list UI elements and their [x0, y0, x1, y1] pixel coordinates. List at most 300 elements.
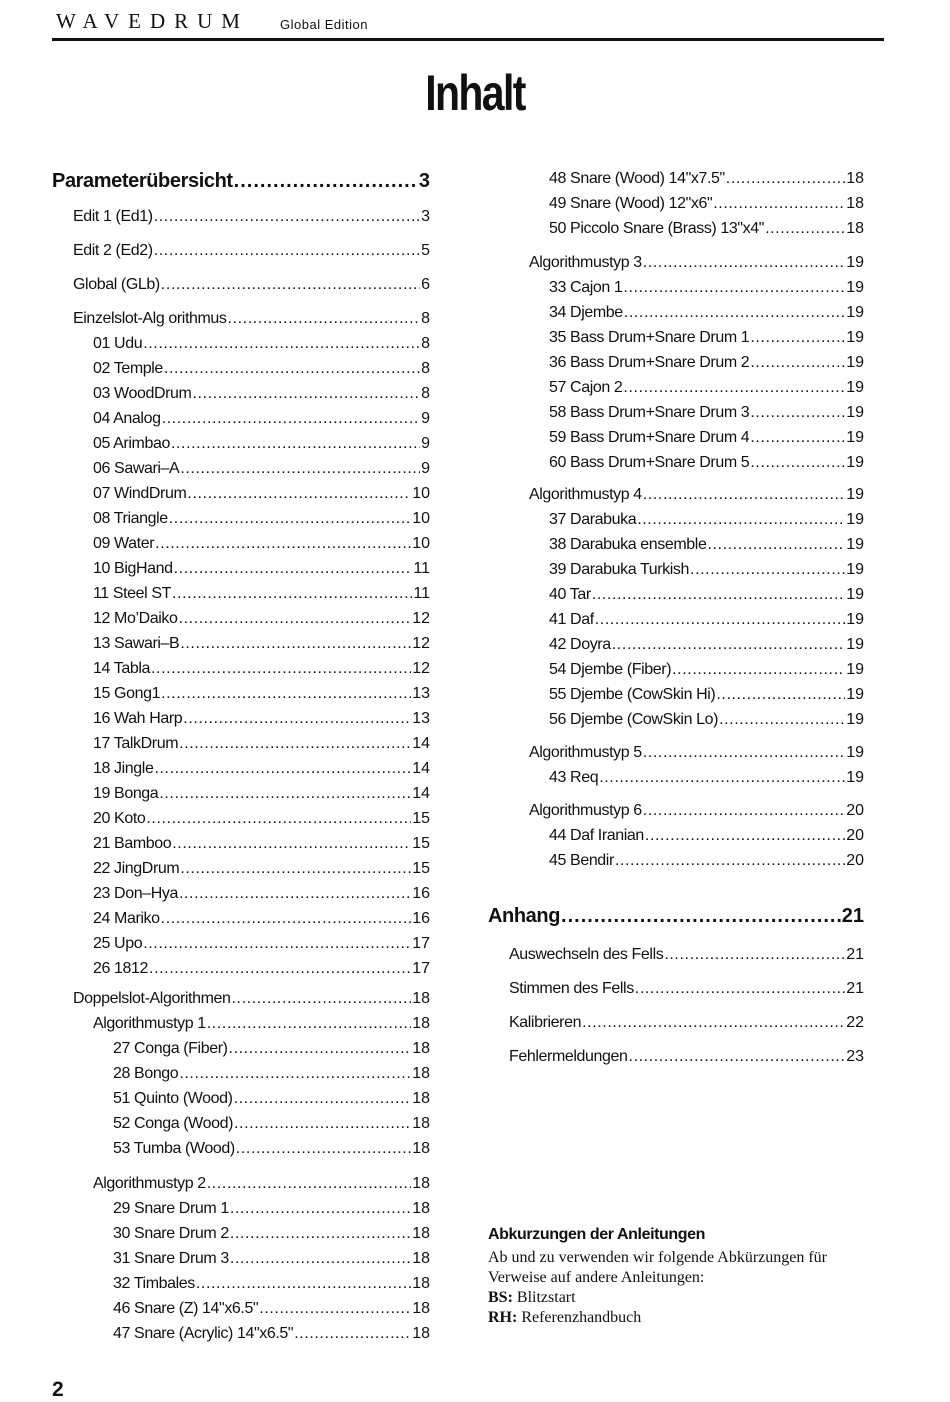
toc-entry [549, 220, 864, 238]
toc-entry [113, 1065, 430, 1083]
toc-label: 45 Bendir [549, 852, 614, 869]
toc-leader [230, 1200, 411, 1218]
toc-leader [561, 905, 841, 928]
toc-page: 18 [412, 1175, 430, 1192]
toc-label: Anhang [488, 905, 561, 927]
toc-leader [180, 860, 411, 878]
toc-entry [93, 485, 430, 503]
toc-page: 12 [412, 610, 430, 627]
toc-leader [750, 454, 845, 472]
abbrev-value: Blitzstart [516, 1289, 576, 1306]
toc-label: 50 Piccolo Snare (Brass) 13"x4" [549, 220, 765, 237]
toc-label: 39 Darabuka Turkish [549, 561, 690, 578]
toc-entry [549, 454, 864, 472]
toc-label: 53 Tumba (Wood) [113, 1140, 235, 1157]
toc-entry [93, 710, 430, 728]
toc-label: 33 Cajon 1 [549, 279, 623, 296]
toc-entry [93, 885, 430, 903]
toc-entry [93, 760, 430, 778]
toc-entry [93, 935, 430, 953]
toc-label: Algorithmustyp 5 [529, 744, 642, 761]
toc-page: 19 [846, 379, 864, 396]
toc-label: 22 JingDrum [93, 860, 180, 877]
toc-leader [180, 460, 420, 478]
toc-entry [549, 661, 864, 679]
toc-entry [549, 379, 864, 397]
toc-page: 19 [846, 429, 864, 446]
toc-page: 19 [846, 354, 864, 371]
toc-entry [93, 860, 430, 878]
toc-leader [582, 1014, 845, 1032]
toc-leader [171, 435, 420, 453]
toc-entry [93, 635, 430, 653]
toc-page: 5 [421, 242, 430, 259]
toc-entry [549, 304, 864, 322]
toc-leader [259, 1300, 411, 1318]
toc-label: 25 Upo [93, 935, 143, 952]
toc-leader [162, 410, 421, 428]
toc-leader [228, 310, 421, 328]
toc-page: 18 [846, 170, 864, 187]
toc-label: 01 Udu [93, 335, 143, 352]
toc-label: Parameterübersicht [52, 170, 233, 192]
toc-label: 56 Djembe (CowSkin Lo) [549, 711, 719, 728]
toc-entry [549, 636, 864, 654]
toc-leader [707, 536, 845, 554]
toc-label: 60 Bass Drum+Snare Drum 5 [549, 454, 750, 471]
toc-entry [73, 990, 430, 1008]
toc-leader [179, 735, 411, 753]
toc-label: 47 Snare (Acrylic) 14"x6.5" [113, 1325, 294, 1342]
toc-page: 18 [412, 1065, 430, 1082]
toc-page: 14 [412, 760, 430, 777]
toc-label: 08 Triangle [93, 510, 168, 527]
toc-page: 15 [412, 860, 430, 877]
toc-label: 44 Daf Iranian [549, 827, 644, 844]
abbrev-key: BS: [488, 1289, 513, 1306]
toc-label: 43 Req [549, 769, 599, 786]
toc-label: 38 Darabuka ensemble [549, 536, 707, 553]
toc-leader [232, 990, 412, 1008]
toc-page: 17 [412, 935, 430, 952]
toc-page: 18 [412, 1200, 430, 1217]
toc-entry [549, 611, 864, 629]
toc-leader [234, 1090, 412, 1108]
toc-page: 14 [412, 785, 430, 802]
toc-leader [179, 1065, 411, 1083]
toc-entry [73, 242, 430, 260]
toc-leader [713, 195, 845, 213]
toc-label: 37 Darabuka [549, 511, 637, 528]
toc-leader [151, 660, 411, 678]
toc-page: 18 [412, 1275, 430, 1292]
abbreviations-heading: Abkurzungen der Anleitungen [488, 1226, 706, 1243]
toc-leader [234, 1115, 411, 1133]
toc-page: 19 [846, 404, 864, 421]
toc-label: 15 Gong1 [93, 685, 161, 702]
toc-page: 15 [412, 835, 430, 852]
toc-leader [183, 710, 411, 728]
toc-label: 07 WindDrum [93, 485, 187, 502]
toc-leader [172, 585, 412, 603]
toc-page: 11 [413, 560, 430, 577]
toc-entry [529, 802, 864, 820]
toc-entry [113, 1140, 430, 1158]
toc-page: 19 [846, 744, 864, 761]
toc-leader [750, 354, 845, 372]
toc-page: 9 [421, 435, 430, 452]
toc-leader [294, 1325, 411, 1343]
toc-label: 13 Sawari–B [93, 635, 180, 652]
toc-page: 19 [846, 769, 864, 786]
toc-label: 52 Conga (Wood) [113, 1115, 234, 1132]
toc-entry [93, 510, 430, 528]
toc-leader [599, 769, 845, 787]
toc-label: 23 Don–Hya [93, 885, 178, 902]
toc-label: 10 BigHand [93, 560, 173, 577]
toc-page: 19 [846, 586, 864, 603]
toc-label: Algorithmustyp 1 [93, 1015, 206, 1032]
toc-page: 18 [412, 1040, 430, 1057]
toc-page: 18 [846, 220, 864, 237]
abbrev-value: Referenzhandbuch [521, 1309, 642, 1326]
toc-page: 18 [412, 1090, 430, 1107]
toc-page: 19 [846, 511, 864, 528]
toc-entry [93, 360, 430, 378]
toc-entry [549, 586, 864, 604]
toc-leader [187, 485, 411, 503]
toc-leader [635, 980, 845, 998]
toc-entry [113, 1325, 430, 1343]
toc-leader [623, 279, 845, 297]
toc-section [488, 905, 864, 928]
toc-leader [149, 960, 411, 978]
toc-page: 18 [412, 1300, 430, 1317]
toc-entry [93, 960, 430, 978]
toc-leader [765, 220, 845, 238]
toc-leader [236, 1140, 411, 1158]
toc-label: 51 Quinto (Wood) [113, 1090, 233, 1107]
toc-label: Algorithmustyp 3 [529, 254, 642, 271]
toc-entry [529, 744, 864, 762]
toc-entry [113, 1200, 430, 1218]
toc-leader [612, 636, 845, 654]
abbreviations-note [488, 1226, 868, 1328]
toc-page: 11 [413, 585, 430, 602]
brand-name: WAVEDRUM [56, 9, 249, 33]
toc-page: 21 [841, 905, 864, 927]
toc-page: 19 [846, 636, 864, 653]
toc-label: 59 Bass Drum+Snare Drum 4 [549, 429, 750, 446]
toc-entry [113, 1225, 430, 1243]
toc-label: 06 Sawari–A [93, 460, 180, 477]
toc-label: 16 Wah Harp [93, 710, 183, 727]
toc-leader [180, 635, 411, 653]
toc-leader [750, 329, 845, 347]
toc-page: 18 [412, 1325, 430, 1342]
toc-leader [207, 1015, 411, 1033]
toc-leader [719, 711, 845, 729]
toc-entry [93, 810, 430, 828]
toc-page: 18 [412, 1250, 430, 1267]
toc-leader [624, 304, 845, 322]
toc-leader [174, 560, 413, 578]
toc-label: 36 Bass Drum+Snare Drum 2 [549, 354, 750, 371]
toc-entry [549, 711, 864, 729]
toc-label: Fehlermeldungen [509, 1048, 628, 1065]
toc-entry [549, 195, 864, 213]
toc-page: 17 [412, 960, 430, 977]
toc-label: 42 Doyra [549, 636, 611, 653]
toc-page: 21 [846, 946, 864, 963]
toc-entry [113, 1275, 430, 1293]
toc-page: 3 [418, 170, 430, 192]
toc-leader [726, 170, 845, 188]
toc-leader [155, 535, 411, 553]
toc-label: Algorithmustyp 6 [529, 802, 642, 819]
toc-page: 19 [846, 304, 864, 321]
toc-label: 12 Mo’Daiko [93, 610, 178, 627]
toc-page: 23 [846, 1048, 864, 1065]
toc-leader [643, 486, 845, 504]
toc-page: 22 [846, 1014, 864, 1031]
toc-label: 32 Timbales [113, 1275, 195, 1292]
toc-entry [549, 170, 864, 188]
toc-entry [113, 1040, 430, 1058]
toc-label: 31 Snare Drum 3 [113, 1250, 229, 1267]
toc-label: 48 Snare (Wood) 14"x7.5" [549, 170, 725, 187]
toc-page: 19 [846, 661, 864, 678]
toc-leader [643, 744, 845, 762]
toc-entry [529, 486, 864, 504]
toc-page: 16 [412, 885, 430, 902]
toc-page: 19 [846, 711, 864, 728]
toc-entry [93, 835, 430, 853]
toc-leader [143, 335, 420, 353]
toc-page: 12 [412, 660, 430, 677]
toc-leader [750, 404, 845, 422]
toc-leader [146, 810, 411, 828]
toc-page: 15 [412, 810, 430, 827]
toc-label: 46 Snare (Z) 14"x6.5" [113, 1300, 259, 1317]
toc-leader [643, 254, 845, 272]
toc-leader [672, 661, 845, 679]
toc-page: 19 [846, 536, 864, 553]
toc-label: 14 Tabla [93, 660, 151, 677]
toc-page: 12 [412, 635, 430, 652]
toc-entry [93, 585, 430, 603]
toc-entry [509, 980, 864, 998]
toc-entry [73, 208, 430, 226]
toc-page: 19 [846, 454, 864, 471]
toc-leader [161, 276, 420, 294]
toc-entry [509, 1014, 864, 1032]
toc-label: 58 Bass Drum+Snare Drum 3 [549, 404, 750, 421]
toc-page: 19 [846, 611, 864, 628]
toc-entry [529, 254, 864, 272]
toc-entry [113, 1250, 430, 1268]
toc-leader [207, 1175, 411, 1193]
toc-page: 18 [412, 1015, 430, 1032]
toc-leader [230, 1250, 411, 1268]
toc-label: Auswechseln des Fells [509, 946, 664, 963]
toc-page: 18 [412, 990, 430, 1007]
page-number: 2 [52, 1378, 64, 1401]
toc-leader [750, 429, 845, 447]
toc-label: 29 Snare Drum 1 [113, 1200, 229, 1217]
toc-entry [93, 410, 430, 428]
toc-label: 02 Temple [93, 360, 163, 377]
toc-page: 10 [412, 485, 430, 502]
toc-leader [172, 835, 411, 853]
note-line: Verweise auf andere Anleitungen: [488, 1269, 705, 1286]
toc-label: 21 Bamboo [93, 835, 172, 852]
toc-entry [93, 910, 430, 928]
toc-page: 10 [412, 510, 430, 527]
abbrev-bs [488, 1288, 868, 1308]
toc-label: 49 Snare (Wood) 12"x6" [549, 195, 713, 212]
toc-page: 8 [421, 310, 430, 327]
toc-entry [549, 279, 864, 297]
toc-page: 6 [421, 276, 430, 293]
toc-leader [169, 510, 411, 528]
toc-entry [93, 460, 430, 478]
toc-page: 19 [846, 329, 864, 346]
toc-page: 9 [421, 460, 430, 477]
toc-entry [93, 735, 430, 753]
toc-entry [93, 785, 430, 803]
toc-leader [234, 170, 418, 193]
toc-page: 19 [846, 486, 864, 503]
toc-leader [592, 586, 845, 604]
page-header [52, 6, 884, 41]
toc-entry [549, 511, 864, 529]
toc-leader [143, 935, 411, 953]
toc-leader [179, 610, 412, 628]
note-line: Ab und zu verwenden wir folgende Abkürzungen für [488, 1249, 828, 1266]
toc-label: Einzelslot-Alg orithmus [73, 310, 227, 327]
toc-label: 05 Arimbao [93, 435, 170, 452]
abbrev-rh [488, 1308, 868, 1328]
toc-label: 57 Cajon 2 [549, 379, 623, 396]
toc-entry [93, 560, 430, 578]
toc-page: 19 [846, 686, 864, 703]
toc-page: 19 [846, 254, 864, 271]
toc-page: 8 [421, 385, 430, 402]
toc-leader [161, 910, 412, 928]
toc-entry [549, 852, 864, 870]
toc-page: 13 [412, 710, 430, 727]
toc-label: Kalibrieren [509, 1014, 582, 1031]
toc-leader [637, 511, 845, 529]
toc-entry [93, 385, 430, 403]
toc-label: Algorithmustyp 4 [529, 486, 642, 503]
toc-label: 04 Analog [93, 410, 161, 427]
toc-page: 8 [421, 360, 430, 377]
toc-leader [645, 827, 845, 845]
toc-entry [93, 435, 430, 453]
toc-leader [643, 802, 845, 820]
toc-label: 28 Bongo [113, 1065, 179, 1082]
toc-label: 03 WoodDrum [93, 385, 192, 402]
toc-label: Doppelslot-Algorithmen [73, 990, 231, 1007]
toc-page: 19 [846, 279, 864, 296]
toc-page: 20 [846, 852, 864, 869]
toc-entry [73, 310, 430, 328]
toc-label: 17 TalkDrum [93, 735, 179, 752]
toc-label: Stimmen des Fells [509, 980, 634, 997]
toc-label: 55 Djembe (CowSkin Hi) [549, 686, 716, 703]
toc-page: 20 [846, 802, 864, 819]
toc-label: Edit 1 (Ed1) [73, 208, 153, 225]
page-title: Inhalt [425, 65, 525, 121]
toc-entry [93, 660, 430, 678]
toc-page: 9 [421, 410, 430, 427]
toc-section [52, 170, 430, 193]
toc-label: 30 Snare Drum 2 [113, 1225, 229, 1242]
toc-page: 13 [412, 685, 430, 702]
toc-page: 20 [846, 827, 864, 844]
toc-page: 21 [846, 980, 864, 997]
toc-label: 26 1812 [93, 960, 149, 977]
toc-label: 18 Jingle [93, 760, 154, 777]
edition-label: Global Edition [280, 17, 368, 32]
toc-page: 18 [412, 1225, 430, 1242]
toc-leader [154, 760, 411, 778]
toc-label: Edit 2 (Ed2) [73, 242, 153, 259]
toc-entry [549, 686, 864, 704]
toc-entry [549, 404, 864, 422]
toc-leader [629, 1048, 846, 1066]
toc-leader [159, 785, 411, 803]
toc-entry [509, 946, 864, 964]
toc-page: 14 [412, 735, 430, 752]
toc-label: 11 Steel ST [93, 585, 172, 602]
toc-leader [623, 379, 845, 397]
toc-entry [113, 1090, 430, 1108]
toc-entry [93, 335, 430, 353]
toc-page: 8 [421, 335, 430, 352]
toc-leader [690, 561, 845, 579]
toc-label: 24 Mariko [93, 910, 160, 927]
toc-leader [192, 385, 420, 403]
toc-leader [154, 208, 420, 226]
toc-label: 19 Bonga [93, 785, 159, 802]
toc-label: 34 Djembe [549, 304, 623, 321]
toc-entry [549, 827, 864, 845]
toc-entry [549, 536, 864, 554]
toc-page: 10 [412, 535, 430, 552]
toc-leader [230, 1225, 411, 1243]
toc-label: 20 Koto [93, 810, 146, 827]
toc-leader [164, 360, 420, 378]
toc-leader [595, 611, 845, 629]
toc-page: 19 [846, 561, 864, 578]
toc-page: 18 [412, 1140, 430, 1157]
toc-leader [716, 686, 845, 704]
toc-entry [113, 1300, 430, 1318]
toc-entry [509, 1048, 864, 1066]
toc-page: 18 [412, 1115, 430, 1132]
toc-entry [549, 769, 864, 787]
toc-leader [161, 685, 411, 703]
toc-entry [549, 329, 864, 347]
toc-entry [549, 429, 864, 447]
toc-label: Global (GLb) [73, 276, 160, 293]
toc-entry [93, 535, 430, 553]
toc-entry [93, 1015, 430, 1033]
toc-label: 35 Bass Drum+Snare Drum 1 [549, 329, 750, 346]
